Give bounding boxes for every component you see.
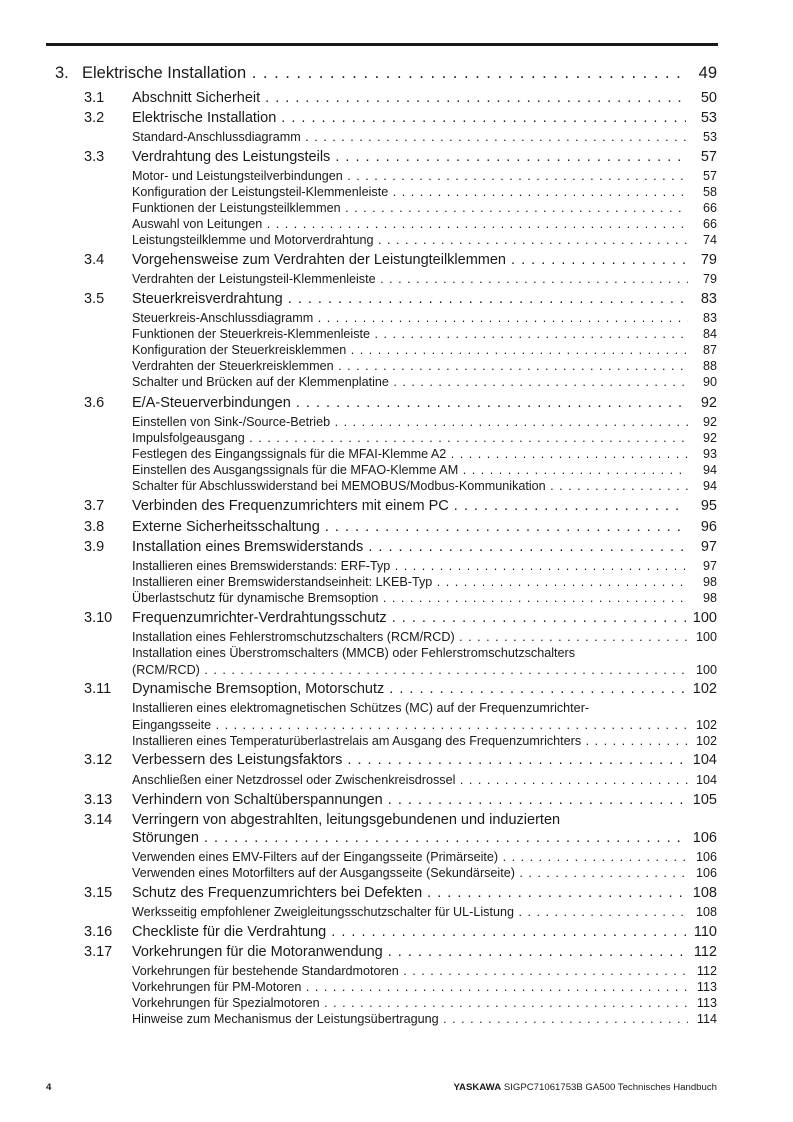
section-title: Schutz des Frequenzumrichters bei Defekten . . . (132, 885, 686, 901)
section-page: 79 (700, 252, 717, 268)
section-number: 3.8 (84, 519, 105, 535)
subsection-title: Leistungsteilklemme und Motorverdrahtung . . . (132, 233, 688, 247)
subsection-title: Konfiguration der Leistungsteil-Klemmenleiste . . . (132, 185, 688, 199)
section-number: 3.14 (84, 812, 113, 828)
section-title: Checkliste für die Verdrahtung . . . (132, 924, 686, 940)
subsection-title: Einstellen des Ausgangssignals für die MFAO-Klemme AM . . . (132, 463, 688, 477)
subsection-page: 106 (695, 850, 717, 864)
chapter-page: 49 (698, 64, 717, 82)
chapter-title: Elektrische Installation . . . (82, 64, 688, 83)
subsection-page: 106 (695, 866, 717, 880)
section-title: E/A-Steuerverbindungen . . . (132, 395, 686, 411)
section-page: 102 (692, 681, 717, 697)
subsection-page: 93 (702, 447, 717, 461)
section-number: 3.16 (84, 924, 113, 940)
subsection-title: Schalter und Brücken auf der Klemmenplatine . . . (132, 375, 688, 389)
subsection-title-line1: Installation eines Überstromschalters (MMCB) oder Fehlerstromschutzschalters (132, 646, 576, 660)
subsection-page: 113 (696, 980, 717, 994)
subsection-title: Vorkehrungen für bestehende Standardmotoren . . . (132, 964, 688, 978)
subsection-page: 102 (695, 718, 717, 732)
subsection-page: 66 (702, 201, 717, 215)
section-number: 3.11 (84, 681, 112, 697)
section-number: 3.10 (84, 610, 113, 626)
subsection-title: Schalter für Abschlusswiderstand bei MEMOBUS/Modbus-Kommunikation . . . (132, 479, 688, 493)
section-number: 3.9 (84, 539, 105, 555)
subsection-page: 83 (702, 311, 717, 325)
section-title: Vorkehrungen für die Motoranwendung . . . (132, 944, 686, 960)
subsection-title: Installieren einer Bremswiderstandseinheit: LKEB-Typ . . . (132, 575, 688, 589)
subsection-page: 53 (702, 130, 717, 144)
subsection-title: Hinweise zum Mechanismus der Leistungsübertragung . . . (132, 1012, 688, 1026)
subsection-page: 97 (702, 559, 717, 573)
subsection-title: Installation eines Fehlerstromschutzschalters (RCM/RCD) . . . (132, 630, 688, 644)
footer-doc-id: SIGPC71061753B GA500 Technisches Handbuch (503, 1082, 717, 1093)
subsection-page: 94 (702, 479, 717, 493)
section-page: 97 (700, 539, 717, 555)
subsection-title-line1: Installieren eines elektromagnetischen Schützes (MC) auf der Frequenzumrichter- (132, 701, 590, 715)
section-number: 3.17 (84, 944, 113, 960)
subsection-page: 88 (702, 359, 717, 373)
section-title: Installation eines Bremswiderstands . . . (132, 539, 686, 555)
subsection-page: 58 (702, 185, 717, 199)
subsection-title: Funktionen der Leistungsteilklemmen . . . (132, 201, 688, 215)
section-title: Verdrahtung des Leistungsteils . . . (132, 149, 686, 165)
section-page: 95 (700, 498, 717, 514)
section-title: Externe Sicherheitsschaltung . . . (132, 519, 686, 535)
subsection-page: 98 (702, 575, 717, 589)
section-title: Verbessern des Leistungsfaktors . . . (132, 752, 686, 768)
header-rule (46, 43, 718, 46)
section-number: 3.12 (84, 752, 113, 768)
section-page: 83 (700, 291, 717, 307)
section-number: 3.2 (84, 110, 105, 126)
subsection-page: 114 (696, 1012, 717, 1026)
subsection-title: Impulsfolgeausgang . . . (132, 431, 688, 445)
section-page: 92 (700, 395, 717, 411)
subsection-page: 79 (702, 272, 717, 286)
subsection-page: 87 (702, 343, 717, 357)
subsection-title: Verwenden eines Motorfilters auf der Ausgangsseite (Sekundärseite) . . . (132, 866, 688, 880)
subsection-page: 112 (696, 964, 717, 978)
subsection-title: Überlastschutz für dynamische Bremsoption . . . (132, 591, 688, 605)
subsection-page: 102 (695, 734, 717, 748)
section-title: Verhindern von Schaltüberspannungen . . . (132, 792, 686, 808)
subsection-title: Installieren eines Bremswiderstands: ERF-Typ . . . (132, 559, 688, 573)
subsection-title: Werksseitig empfohlener Zweigleitungsschutzschalter für UL-Listung . . . (132, 905, 688, 919)
subsection-title: Standard-Anschlussdiagramm . . . (132, 130, 688, 144)
subsection-page: 66 (702, 217, 717, 231)
subsection-title: Einstellen von Sink-/Source-Betrieb . . . (132, 415, 688, 429)
section-page: 112 (693, 944, 717, 960)
subsection-page: 84 (702, 327, 717, 341)
footer-brand: YASKAWA (453, 1082, 502, 1093)
subsection-page: 92 (702, 415, 717, 429)
subsection-title: Festlegen des Eingangssignals für die MFAI-Klemme A2 . . . (132, 447, 688, 461)
subsection-page: 113 (696, 996, 717, 1010)
section-title: Verbinden des Frequenzumrichters mit einem PC . . . (132, 498, 686, 514)
subsection-title: Konfiguration der Steuerkreisklemmen . . . (132, 343, 688, 357)
subsection-page: 108 (695, 905, 717, 919)
section-title-line1: Verringern von abgestrahlten, leitungsgebundenen und induzierten (132, 812, 561, 828)
subsection-title: Vorkehrungen für Spezialmotoren . . . (132, 996, 688, 1010)
footer-document (454, 1082, 717, 1093)
section-page: 104 (692, 752, 717, 768)
subsection-title: Verdrahten der Leistungsteil-Klemmenleiste . . . (132, 272, 688, 286)
subsection-title: Verdrahten der Steuerkreisklemmen . . . (132, 359, 688, 373)
section-title: Abschnitt Sicherheit . . . (132, 90, 686, 106)
section-number: 3.1 (84, 90, 105, 106)
subsection-title: Steuerkreis-Anschlussdiagramm . . . (132, 311, 688, 325)
subsection-page: 92 (702, 431, 717, 445)
section-page: 57 (700, 149, 717, 165)
subsection-page: 100 (695, 630, 717, 644)
subsection-title: Vorkehrungen für PM-Motoren . . . (132, 980, 688, 994)
section-page: 100 (692, 610, 717, 626)
subsection-title: Motor- und Leistungsteilverbindungen . . . (132, 169, 688, 183)
section-number: 3.13 (84, 792, 113, 808)
subsection-page: 100 (695, 663, 717, 677)
section-title: Frequenzumrichter-Verdrahtungsschutz . . . (132, 610, 686, 626)
subsection-page: 74 (702, 233, 717, 247)
section-number: 3.3 (84, 149, 105, 165)
section-title: Steuerkreisverdrahtung . . . (132, 291, 686, 307)
subsection-title: Installieren eines Temperaturüberlastrelais am Ausgang des Frequenzumrichters . . . (132, 734, 688, 748)
section-number: 3.7 (84, 498, 105, 514)
subsection-title: Verwenden eines EMV-Filters auf der Eingangsseite (Primärseite) . . . (132, 850, 688, 864)
footer-page-number: 4 (46, 1082, 52, 1093)
subsection-page: 90 (702, 375, 717, 389)
section-number: 3.4 (84, 252, 105, 268)
section-title: Vorgehensweise zum Verdrahten der Leistungteilklemmen . . . (132, 252, 686, 268)
section-number: 3.15 (84, 885, 113, 901)
subsection-page: 104 (695, 773, 717, 787)
subsection-title: Anschließen einer Netzdrossel oder Zwischenkreisdrossel . . . (132, 773, 688, 787)
section-number: 3.6 (84, 395, 105, 411)
section-page: 50 (700, 90, 717, 106)
section-page: 53 (700, 110, 717, 126)
section-title: Elektrische Installation . . . (132, 110, 686, 126)
subsection-title-line2: (RCM/RCD) . . . (132, 663, 688, 677)
subsection-title: Auswahl von Leitungen . . . (132, 217, 688, 231)
section-title-line2: Störungen . . . (132, 830, 686, 846)
subsection-page: 94 (702, 463, 717, 477)
section-page: 96 (700, 519, 717, 535)
section-page: 106 (692, 830, 717, 846)
subsection-title: Funktionen der Steuerkreis-Klemmenleiste . . . (132, 327, 688, 341)
subsection-page: 57 (702, 169, 717, 183)
section-number: 3.5 (84, 291, 105, 307)
section-page: 108 (692, 885, 717, 901)
chapter-number: 3. (55, 64, 69, 82)
section-page: 105 (692, 792, 717, 808)
subsection-title-line2: Eingangsseite . . . (132, 718, 688, 732)
subsection-page: 98 (702, 591, 717, 605)
section-title: Dynamische Bremsoption, Motorschutz . . . (132, 681, 686, 697)
section-page: 110 (693, 924, 717, 940)
